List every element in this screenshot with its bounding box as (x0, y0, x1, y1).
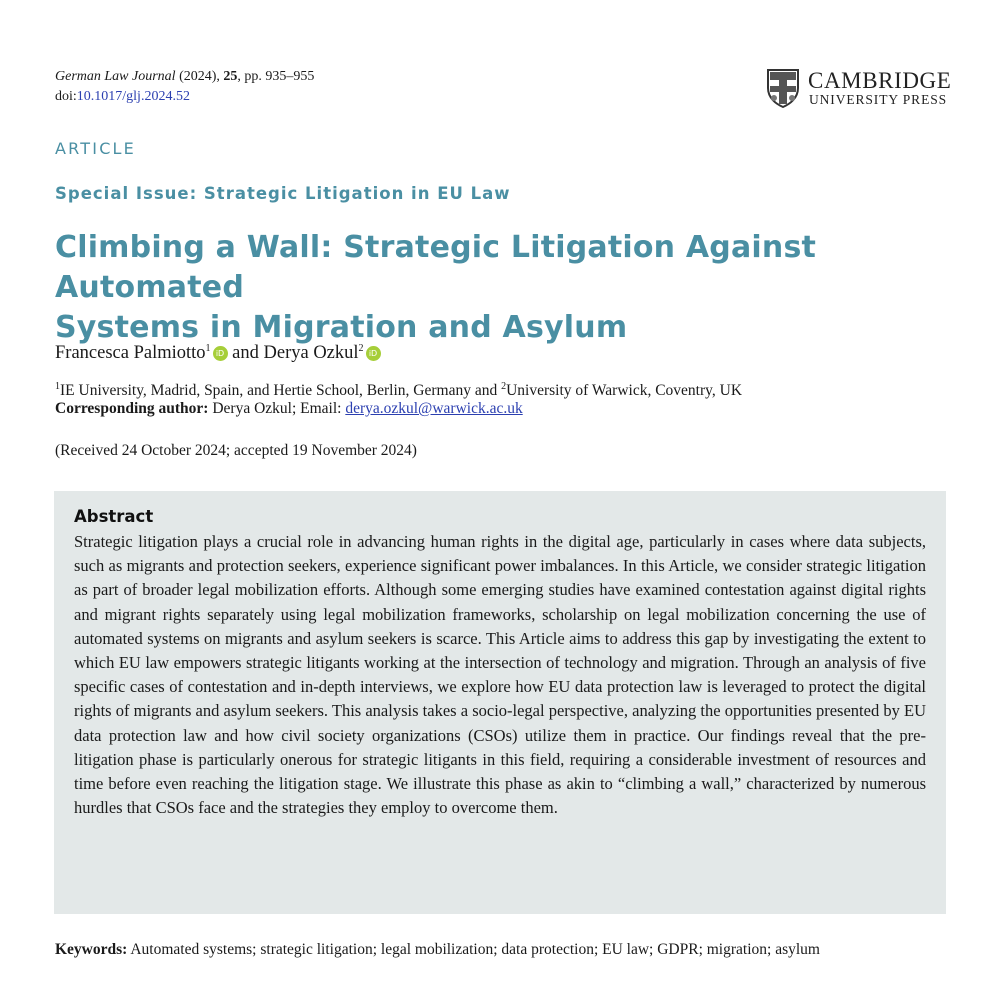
doi-link[interactable]: 10.1017/glj.2024.52 (76, 89, 190, 104)
author-affiliation-sup: 1 (205, 343, 211, 354)
special-issue-label: Special Issue: Strategic Litigation in EU Law (55, 184, 511, 203)
abstract-body: Strategic litigation plays a crucial role in advancing human rights in the digital age, particularly in cases where data subjects, such as migrants and protection seekers, experience significant power imbalances. In this Article, we consider strategic litigation as part of broader legal mobilization efforts. Although some emerging studies have examined contestation against digital rights and migrant rights separately using legal mobilization frameworks, scholarship on legal mobilization concerning the use of automated systems on migrants and asylum seekers is scarce. This Article aims to address this gap by investigating the extent to which EU law empowers strategic litigants working at the intersection of technology and migration. Through an analysis of five specific cases of contestation and in-depth interviews, we explore how EU data protection law is leveraged to protect the digital rights of migrants and asylum seekers. This analysis takes a socio-legal perspective, analyzing the opportunities presented by EU data protection law and how civil society organizations (CSOs) utilize them in practice. Our findings reveal that the pre-litigation phase is particularly onerous for strategic litigants in this field, requiring a considerable investment of resources and time before even reaching the litigation stage. We illustrate this phase as akin to “climbing a wall,” characterized by numerous hurdles that CSOs face and the strategies they employ to overcome them. (74, 532, 926, 818)
affiliation-text: University of Warwick, Coventry, UK (506, 382, 743, 400)
doi-prefix: doi: (55, 89, 77, 104)
author-list (55, 337, 381, 365)
orcid-icon[interactable]: iD (213, 346, 228, 361)
author-connector: and (227, 343, 264, 364)
email-link[interactable]: derya.ozkul@warwick.ac.uk (345, 400, 523, 417)
keywords-label: Keywords: (55, 941, 128, 958)
corresponding-author (55, 399, 523, 419)
affiliation-text: IE University, Madrid, Spain, and Hertie School, Berlin, Germany and (60, 382, 502, 400)
author-name: Derya Ozkul (263, 343, 359, 364)
publisher-logo[interactable] (766, 68, 951, 110)
journal-citation (55, 67, 314, 87)
keywords-text: Automated systems; strategic litigation; legal mobilization; data protection; EU law; GDPR; migration; asylum (127, 941, 820, 958)
publisher-name: CAMBRIDGE (808, 68, 952, 93)
abstract-box (54, 491, 946, 914)
keywords (55, 940, 820, 960)
journal-year: (2024), (175, 69, 224, 84)
abstract-heading: Abstract (74, 507, 154, 526)
received-dates: (Received 24 October 2024; accepted 19 November 2024) (55, 442, 417, 459)
author-affiliation-sup: 2 (358, 343, 364, 354)
journal-name: German Law Journal (55, 69, 176, 84)
affiliations (55, 377, 742, 401)
title-line-2: Systems in Migration and Asylum (55, 310, 628, 345)
journal-volume: 25 (223, 69, 238, 84)
cambridge-shield-icon (766, 68, 800, 108)
affiliation-sup: 1 (55, 381, 60, 392)
corresponding-label: Corresponding author: (55, 400, 209, 417)
title-line-1: Climbing a Wall: Strategic Litigation Against Automated (55, 230, 817, 305)
journal-pages: , pp. 935–955 (237, 69, 315, 84)
article-type-label: ARTICLE (55, 139, 136, 158)
article-title (55, 228, 955, 348)
author-name: Francesca Palmiotto (55, 343, 206, 364)
doi-line (55, 87, 190, 107)
affiliation-sup: 2 (501, 381, 507, 392)
orcid-icon[interactable]: iD (366, 346, 381, 361)
corresponding-text: Derya Ozkul; Email: (208, 400, 346, 417)
publisher-subname: UNIVERSITY PRESS (809, 92, 948, 107)
